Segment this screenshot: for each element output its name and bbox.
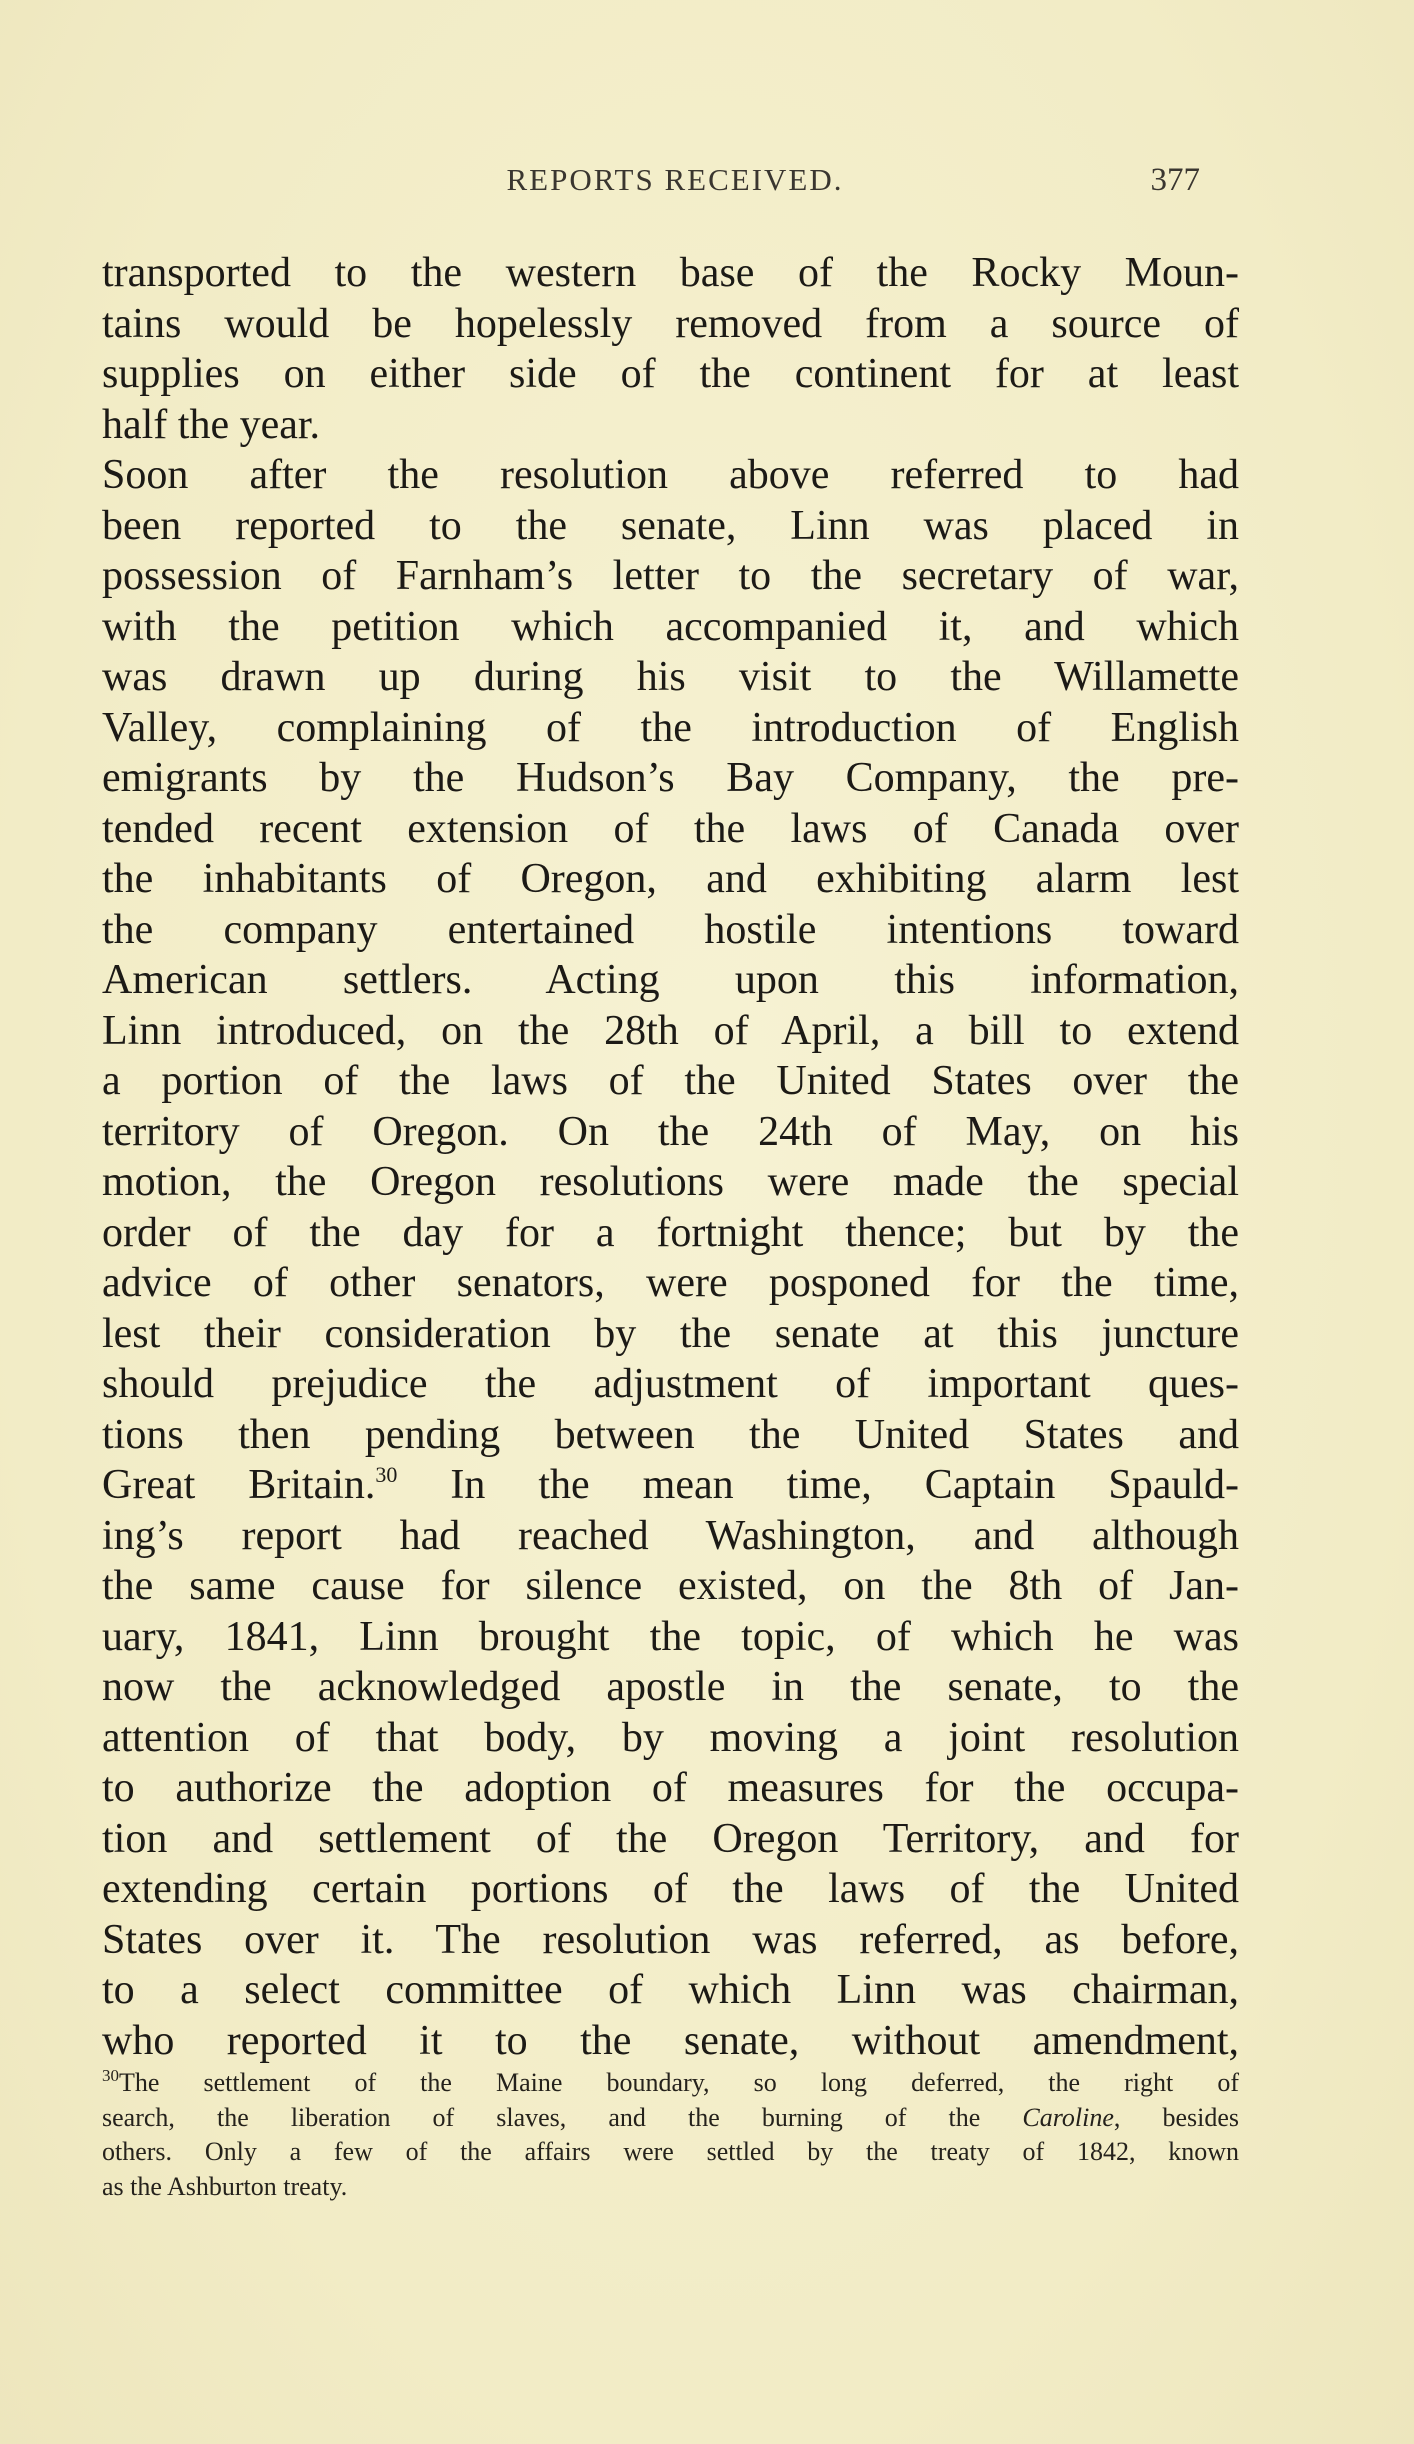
text-line: with the petition which accompanied it, and which: [102, 603, 1239, 650]
text-line: tended recent extension of the laws of Canada over: [102, 805, 1239, 852]
text-line: the same cause for silence existed, on the 8th of Jan-: [102, 1563, 1239, 1609]
text-line: order of the day for a fortnight thence; but by the: [102, 1209, 1239, 1256]
footnote-text: , besides: [1113, 2102, 1239, 2132]
text-line: tains would be hopelessly removed from a source of: [102, 300, 1239, 347]
text-line: lest their consideration by the senate at this juncture: [102, 1310, 1239, 1357]
text-line: advice of other senators, were posponed for the time,: [102, 1260, 1239, 1306]
text-line: transported to the western base of the Rocky Moun-: [102, 250, 1239, 296]
text-line: Linn introduced, on the 28th of April, a bill to extend: [102, 1007, 1239, 1054]
text-line: who reported it to the senate, without amendment,: [102, 2017, 1239, 2064]
text-line: now the acknowledged apostle in the senate, to the: [102, 1664, 1239, 1710]
text-line: to a select committee of which Linn was chairman,: [102, 1967, 1239, 2013]
text-line: American settlers. Acting upon this information,: [102, 957, 1239, 1003]
text-great-britain: Great Britain.: [102, 1462, 376, 1508]
text-line: possession of Farnham’s letter to the secretary of war,: [102, 553, 1239, 599]
footnote-text: search, the liberation of slaves, and the burning of the: [102, 2102, 981, 2132]
text-line: attention of that body, by moving a joint resolution: [102, 1714, 1239, 1761]
text-line: the company entertained hostile intentions toward: [102, 906, 1239, 953]
footnote-reference: 30: [375, 1462, 398, 1487]
text-line: extending certain portions of the laws of the United: [102, 1866, 1239, 1912]
footnote-line: [102, 2066, 1239, 2101]
text-line: to authorize the adoption of measures for the occupa-: [102, 1765, 1239, 1811]
footnote-mark: 30: [102, 2066, 119, 2085]
text-line: motion, the Oregon resolutions were made the special: [102, 1159, 1239, 1205]
text-line: territory of Oregon. On the 24th of May, on his: [102, 1108, 1239, 1155]
footnote-line: others. Only a few of the affairs were settled by the treaty of 1842, known: [102, 2137, 1239, 2166]
footnote-block: [102, 2066, 1239, 2204]
text-line: Valley, complaining of the introduction of English: [102, 704, 1239, 751]
text-line: tion and settlement of the Oregon Territory, and for: [102, 1815, 1239, 1862]
text-line: tions then pending between the United States and: [102, 1411, 1239, 1458]
text-line: should prejudice the adjustment of important ques-: [102, 1361, 1239, 1407]
page-number: 377: [1150, 162, 1200, 198]
footnote-text: The settlement of the Maine boundary, so long deferred, the right of: [119, 2068, 1239, 2097]
text-line: the inhabitants of Oregon, and exhibiting alarm lest: [102, 856, 1239, 902]
text-line: States over it. The resolution was referred, as before,: [102, 1916, 1239, 1963]
footnote-italic-caroline: Caroline: [1022, 2102, 1114, 2132]
footnote-line: as the Ashburton treaty.: [102, 2171, 348, 2201]
text-line: been reported to the senate, Linn was placed in: [102, 502, 1239, 549]
text-line: ing’s report had reached Washington, and although: [102, 1512, 1239, 1559]
body-text: [102, 248, 1239, 2066]
text-line: was drawn up during his visit to the Willamette: [102, 654, 1239, 700]
text-line: half the year.: [102, 401, 321, 448]
text-line: Soon after the resolution above referred to had: [102, 452, 1239, 498]
footnote-line: [102, 2101, 1239, 2136]
text-line: a portion of the laws of the United States over the: [102, 1058, 1239, 1104]
text-line-rest: In the mean time, Captain Spauld-: [450, 1462, 1239, 1508]
text-line: emigrants by the Hudson’s Bay Company, the pre-: [102, 755, 1239, 801]
running-head: REPORTS RECEIVED.: [506, 162, 844, 197]
text-line: [102, 1460, 1239, 1511]
text-line: uary, 1841, Linn brought the topic, of which he was: [102, 1613, 1239, 1660]
text-line: supplies on either side of the continent for at least: [102, 351, 1239, 397]
